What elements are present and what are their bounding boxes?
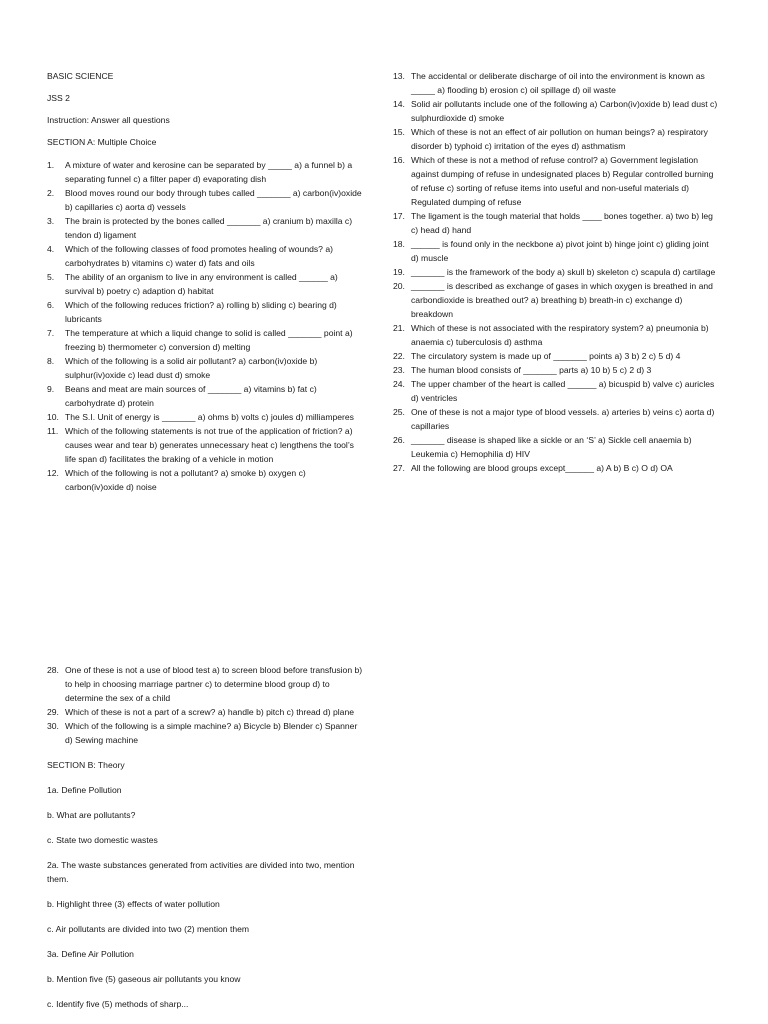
subject-title: BASIC SCIENCE [47, 71, 114, 81]
question-text: _______ is described as exchange of gases in which oxygen is breathed in and carbondioxide is breathed out? a) breathing b) breath-in c) exchange d) breakdown [411, 281, 713, 319]
section-b-heading: SECTION B: Theory [47, 760, 125, 770]
question-item [393, 279, 718, 321]
question-item [47, 298, 363, 326]
question-item [393, 237, 718, 265]
question-text: _______ disease is shaped like a sickle or an ‘S’ a) Sickle cell anaemia b) Leukemia c) Hemophilia d) HIV [411, 435, 692, 459]
question-item [393, 125, 718, 153]
question-item [47, 382, 363, 410]
question-text: One of these is not a use of blood test a) to screen blood before transfusion b) to help in choosing marriage partner c) to determine blood group d) to determine the sex of a child [65, 665, 363, 703]
question-item [47, 354, 363, 382]
question-number: 20. [393, 281, 405, 291]
question-text: The accidental or deliberate discharge of oil into the environment is known as _____ a) flooding b) erosion c) oil spillage d) oil waste [411, 71, 705, 95]
question-text: The circulatory system is made up of _______ points a) 3 b) 2 c) 5 d) 4 [411, 351, 681, 361]
question-number: 15. [393, 127, 405, 137]
question-number: 29. [47, 707, 59, 717]
question-item [393, 209, 718, 237]
question-text: Which of these is not an effect of air pollution on human beings? a) respiratory disorder b) typhoid c) irritation of the eyes d) asthmatism [411, 127, 708, 151]
question-item [47, 242, 363, 270]
question-text: Which of the following is a solid air pollutant? a) carbon(iv)oxide b) sulphur(iv)oxide c) lead dust d) smoke [65, 356, 318, 380]
question-number: 1. [47, 160, 55, 170]
question-number: 28. [47, 665, 59, 675]
question-text: A mixture of water and kerosine can be separated by _____ a) a funnel b) a separating funnel c) a filter paper d) evaporating dish [65, 160, 353, 184]
theory-question: 3a. Define Air Pollution [47, 949, 134, 959]
question-number: 17. [393, 211, 405, 221]
section-a-heading: SECTION A: Multiple Choice [47, 137, 157, 147]
question-item [393, 363, 718, 377]
bottom-column [47, 663, 363, 1022]
instruction-text: Instruction: Answer all questions [47, 115, 170, 125]
question-text: _______ is the framework of the body a) skull b) skeleton c) scapula d) cartilage [411, 267, 716, 277]
question-text: Beans and meat are main sources of _______ a) vitamins b) fat c) carbohydrate d) protein [65, 384, 317, 408]
question-item [393, 349, 718, 363]
question-item [393, 97, 718, 125]
question-text: Which of these is not a part of a screw? a) handle b) pitch c) thread d) plane [65, 707, 354, 717]
question-item [47, 326, 363, 354]
question-number: 6. [47, 300, 55, 310]
question-text: The ligament is the tough material that holds ____ bones together. a) two b) leg c) head d) hand [411, 211, 713, 235]
question-number: 2. [47, 188, 55, 198]
section-b [47, 758, 363, 1011]
question-item [47, 158, 363, 186]
question-item [393, 461, 718, 475]
question-item [47, 186, 363, 214]
question-number: 16. [393, 155, 405, 165]
theory-question: c. State two domestic wastes [47, 835, 158, 845]
question-number: 26. [393, 435, 405, 445]
question-text: One of these is not a major type of blood vessels. a) arteries b) veins c) aorta d) capillaries [411, 407, 715, 431]
class-label: JSS 2 [47, 93, 70, 103]
question-number: 12. [47, 468, 59, 478]
question-list-right [393, 69, 718, 475]
question-item [393, 405, 718, 433]
question-item [393, 377, 718, 405]
question-text: Which of the following is not a pollutant? a) smoke b) oxygen c) carbon(iv)oxide d) noise [65, 468, 306, 492]
question-text: The ability of an organism to live in any environment is called ______ a) survival b) poetry c) adaption d) habitat [65, 272, 338, 296]
question-number: 8. [47, 356, 55, 366]
question-number: 5. [47, 272, 55, 282]
question-item [47, 719, 363, 747]
question-number: 7. [47, 328, 55, 338]
question-item [47, 663, 363, 705]
question-item [47, 705, 363, 719]
question-item [393, 433, 718, 461]
question-item [47, 424, 363, 466]
question-list-bottom [47, 663, 363, 747]
theory-question: b. Highlight three (3) effects of water pollution [47, 899, 220, 909]
question-number: 21. [393, 323, 405, 333]
theory-question: b. What are pollutants? [47, 810, 136, 820]
question-number: 23. [393, 365, 405, 375]
question-item [393, 153, 718, 209]
question-text: The brain is protected by the bones called _______ a) cranium b) maxilla c) tendon d) ligament [65, 216, 353, 240]
question-text: Solid air pollutants include one of the following a) Carbon(iv)oxide b) lead dust c) sulphurdioxide d) smoke [411, 99, 718, 123]
theory-question: c. Air pollutants are divided into two (2) mention them [47, 924, 250, 934]
theory-question: 1a. Define Pollution [47, 785, 122, 795]
question-item [47, 214, 363, 242]
theory-question: b. Mention five (5) gaseous air pollutants you know [47, 974, 241, 984]
question-number: 10. [47, 412, 59, 422]
question-item [47, 466, 363, 494]
question-number: 18. [393, 239, 405, 249]
question-item [393, 321, 718, 349]
question-number: 9. [47, 384, 55, 394]
theory-question-list [47, 783, 363, 1011]
question-number: 27. [393, 463, 405, 473]
question-number: 19. [393, 267, 405, 277]
question-text: Which of these is not a method of refuse control? a) Government legislation against dumping of refuse in undesignated places b) Regular controlled burning of refuse c) sorting of refuse items into useful and non-useful materials d) Regulated dumping of refuse [411, 155, 714, 207]
question-text: Which of the following reduces friction? a) rolling b) sliding c) bearing d) lubricants [65, 300, 337, 324]
question-item [47, 410, 363, 424]
left-column [47, 69, 363, 494]
question-number: 30. [47, 721, 59, 731]
question-text: The S.I. Unit of energy is _______ a) ohms b) volts c) joules d) milliamperes [65, 412, 354, 422]
question-number: 25. [393, 407, 405, 417]
question-item [47, 270, 363, 298]
question-number: 4. [47, 244, 55, 254]
question-text: Which of the following is a simple machine? a) Bicycle b) Blender c) Spanner d) Sewing machine [65, 721, 358, 745]
question-text: The upper chamber of the heart is called ______ a) bicuspid b) valve c) auricles d) ventricles [411, 379, 715, 403]
theory-question: 2a. The waste substances generated from activities are divided into two, mention them. [47, 860, 355, 884]
question-text: The human blood consists of _______ parts a) 10 b) 5 c) 2 d) 3 [411, 365, 652, 375]
question-text: ______ is found only in the neckbone a) pivot joint b) hinge joint c) gliding joint d) muscle [411, 239, 709, 263]
question-list-left [47, 158, 363, 494]
question-text: Which of the following statements is not true of the application of friction? a) causes wear and tear b) generates unnecessary heat c) lengthens the tool’s life span d) facilitates the braking of a vehicle in motion [65, 426, 354, 464]
question-item [393, 265, 718, 279]
right-column [393, 69, 718, 475]
question-number: 13. [393, 71, 405, 81]
question-text: Which of the following classes of food promotes healing of wounds? a) carbohydrates b) vitamins c) water d) fats and oils [65, 244, 333, 268]
question-number: 14. [393, 99, 405, 109]
question-number: 3. [47, 216, 55, 226]
question-number: 24. [393, 379, 405, 389]
question-text: The temperature at which a liquid change to solid is called _______ point a) freezing b) thermometer c) conversion d) melting [65, 328, 353, 352]
question-number: 22. [393, 351, 405, 361]
question-number: 11. [47, 426, 59, 436]
theory-question: c. Identify five (5) methods of sharp... [47, 999, 189, 1009]
question-text: Blood moves round our body through tubes called _______ a) carbon(iv)oxide b) capillaries c) aorta d) vessels [65, 188, 362, 212]
question-item [393, 69, 718, 97]
question-text: All the following are blood groups except______ a) A b) B c) O d) OA [411, 463, 673, 473]
question-text: Which of these is not associated with the respiratory system? a) pneumonia b) anaemia c) tuberculosis d) asthma [411, 323, 709, 347]
